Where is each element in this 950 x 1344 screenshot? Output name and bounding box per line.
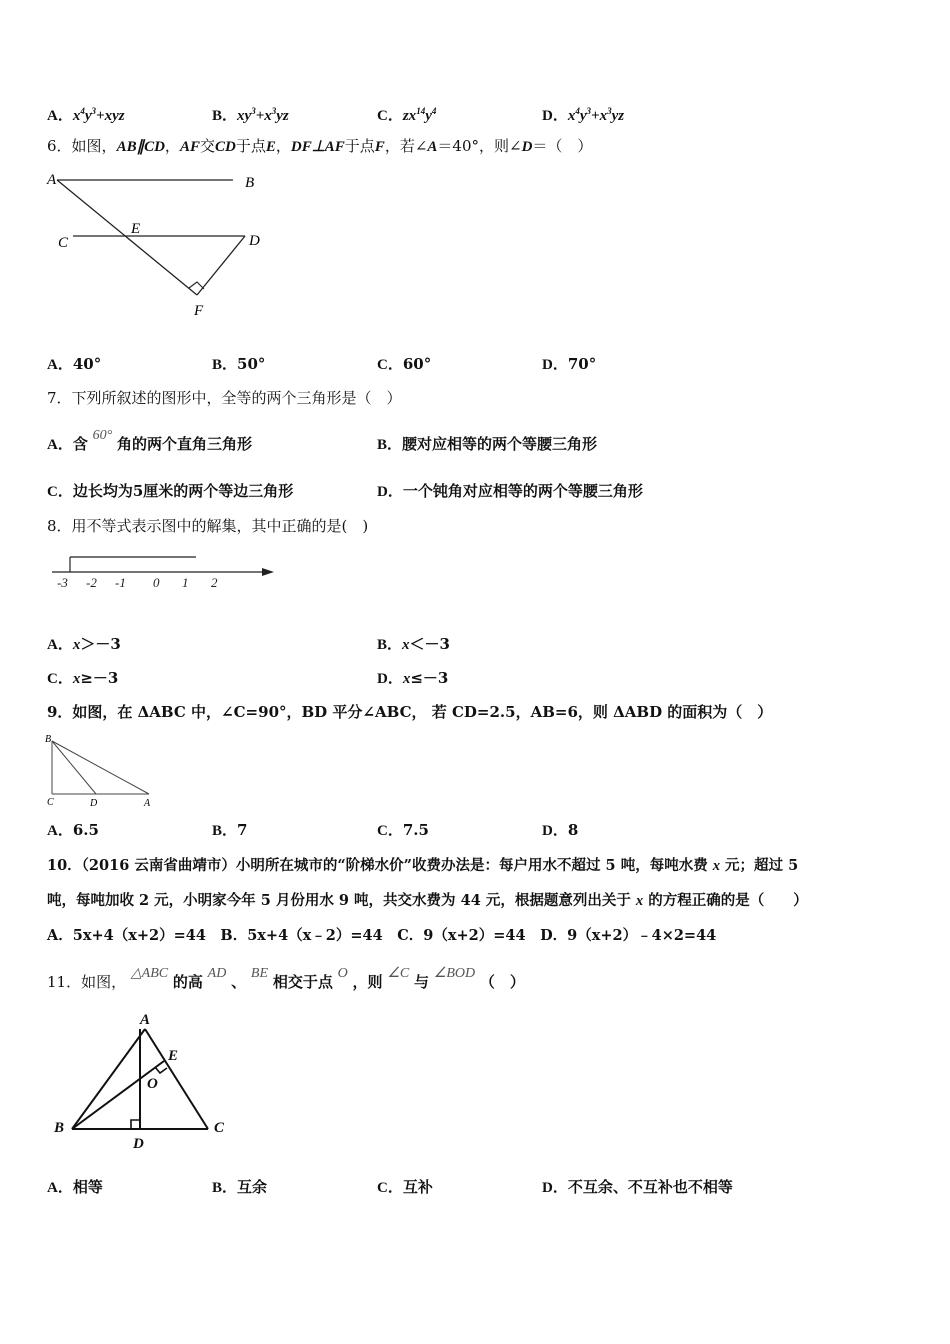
q5-option-b[interactable]: B．$xy^3+x^3yz$ bbox=[212, 106, 289, 124]
q7-option-a[interactable]: A．含 60° 角的两个直角三角形 bbox=[47, 428, 253, 453]
q6-label-b: B bbox=[245, 175, 255, 191]
q6-option-d[interactable]: D．70° bbox=[542, 355, 597, 373]
q8-stem: 8．用不等式表示图中的解集，其中正确的是( ) bbox=[47, 517, 369, 535]
q8-option-c[interactable]: C．x≥－3 bbox=[47, 669, 119, 687]
q9-label-d: D bbox=[90, 798, 98, 809]
q11-label-c: C bbox=[214, 1120, 225, 1136]
q9-figure bbox=[44, 732, 164, 814]
q8-tick-2: 2 bbox=[211, 575, 218, 590]
q10-stem-line2: 吨，每吨加收 2 元，小明家今年 5 月份用水 9 吨，共交水费为 44 元，根据题意列出关于 x 的方程正确的是（ ） bbox=[47, 892, 808, 909]
q6-label-c: C bbox=[58, 235, 69, 251]
q8-option-d[interactable]: D．x≤－3 bbox=[377, 669, 449, 687]
q6-label-d: D bbox=[249, 233, 260, 249]
q5-option-c[interactable]: C．$zx^{14}y^4$ bbox=[377, 106, 437, 124]
q10-stem-line1: 10．（2016 云南省曲靖市）小明所在城市的“阶梯水价”收费办法是：每户用水不超过 5 吨，每吨水费 x 元；超过 5 bbox=[47, 857, 799, 874]
q11-label-a: A bbox=[140, 1012, 151, 1028]
q7-stem: 7．下列所叙述的图形中，全等的两个三角形是（ ） bbox=[47, 389, 402, 407]
q8-number-line bbox=[50, 550, 280, 596]
q6-option-c[interactable]: C．60° bbox=[377, 355, 432, 373]
q6-option-b[interactable]: B．50° bbox=[212, 355, 266, 373]
q8-tick-neg2: -2 bbox=[86, 575, 97, 590]
q8-tick-neg3: -3 bbox=[57, 575, 68, 590]
q8-option-b[interactable]: B．x＜－3 bbox=[377, 635, 450, 653]
q5-option-d[interactable]: D．$x^4y^3+x^3yz$ bbox=[542, 106, 625, 124]
q7-option-c[interactable]: C．边长均为5厘米的两个等边三角形 bbox=[47, 482, 294, 500]
q9-label-c: C bbox=[47, 797, 54, 808]
q6-option-a[interactable]: A．40° bbox=[47, 355, 102, 373]
q8-tick-1: 1 bbox=[182, 575, 189, 590]
q5-option-a[interactable]: A．$x^4y^3+xyz$ bbox=[47, 106, 125, 124]
q9-label-a: A bbox=[144, 798, 151, 809]
q7-option-b[interactable]: B．腰对应相等的两个等腰三角形 bbox=[377, 435, 598, 453]
q11-label-o: O bbox=[147, 1076, 158, 1092]
q11-label-b: B bbox=[54, 1120, 65, 1136]
q10-options[interactable]: A．5x+4（x+2）=44 B．5x+4（x﹣2）=44 C．9（x+2）=44 D．9（x+2）﹣4×2=44 bbox=[47, 927, 717, 944]
q11-option-a[interactable]: A．相等 bbox=[47, 1178, 103, 1196]
q11-option-c[interactable]: C．互补 bbox=[377, 1178, 433, 1196]
q11-label-e: E bbox=[168, 1048, 179, 1064]
q9-option-b[interactable]: B．7 bbox=[212, 821, 248, 839]
q11-option-d[interactable]: D．不互余、不互补也不相等 bbox=[542, 1178, 733, 1196]
q11-label-d: D bbox=[133, 1136, 144, 1152]
q9-option-d[interactable]: D．8 bbox=[542, 821, 579, 839]
q9-label-b: B bbox=[45, 734, 52, 745]
q11-figure bbox=[48, 1008, 238, 1162]
q6-label-e: E bbox=[131, 221, 141, 237]
q8-tick-0: 0 bbox=[153, 575, 160, 590]
q6-figure bbox=[45, 165, 275, 324]
q11-stem: 11．如图， △ABC 的高 AD 、 BE 相交于点 O ，则 ∠C 与 ∠BOD （ ） bbox=[47, 966, 525, 991]
q6-label-a: A bbox=[47, 172, 57, 188]
q7-option-d[interactable]: D．一个钝角对应相等的两个等腰三角形 bbox=[377, 482, 643, 500]
q8-option-a[interactable]: A．x＞－3 bbox=[47, 635, 121, 653]
q6-label-f: F bbox=[194, 303, 204, 319]
q9-option-a[interactable]: A．6.5 bbox=[47, 821, 99, 839]
q9-stem: 9．如图，在 ΔABC 中，∠C=90°，BD 平分∠ABC， 若 CD=2.5，AB=6，则 ΔABD 的面积为（ ） bbox=[47, 703, 773, 721]
q9-option-c[interactable]: C．7.5 bbox=[377, 821, 429, 839]
q6-stem: 6．如图，AB∥CD，AF交CD于点E，DF⊥AF于点F，若∠A＝40°，则∠D＝（ ） bbox=[47, 137, 593, 155]
q8-tick-neg1: -1 bbox=[115, 575, 126, 590]
q11-option-b[interactable]: B．互余 bbox=[212, 1178, 268, 1196]
